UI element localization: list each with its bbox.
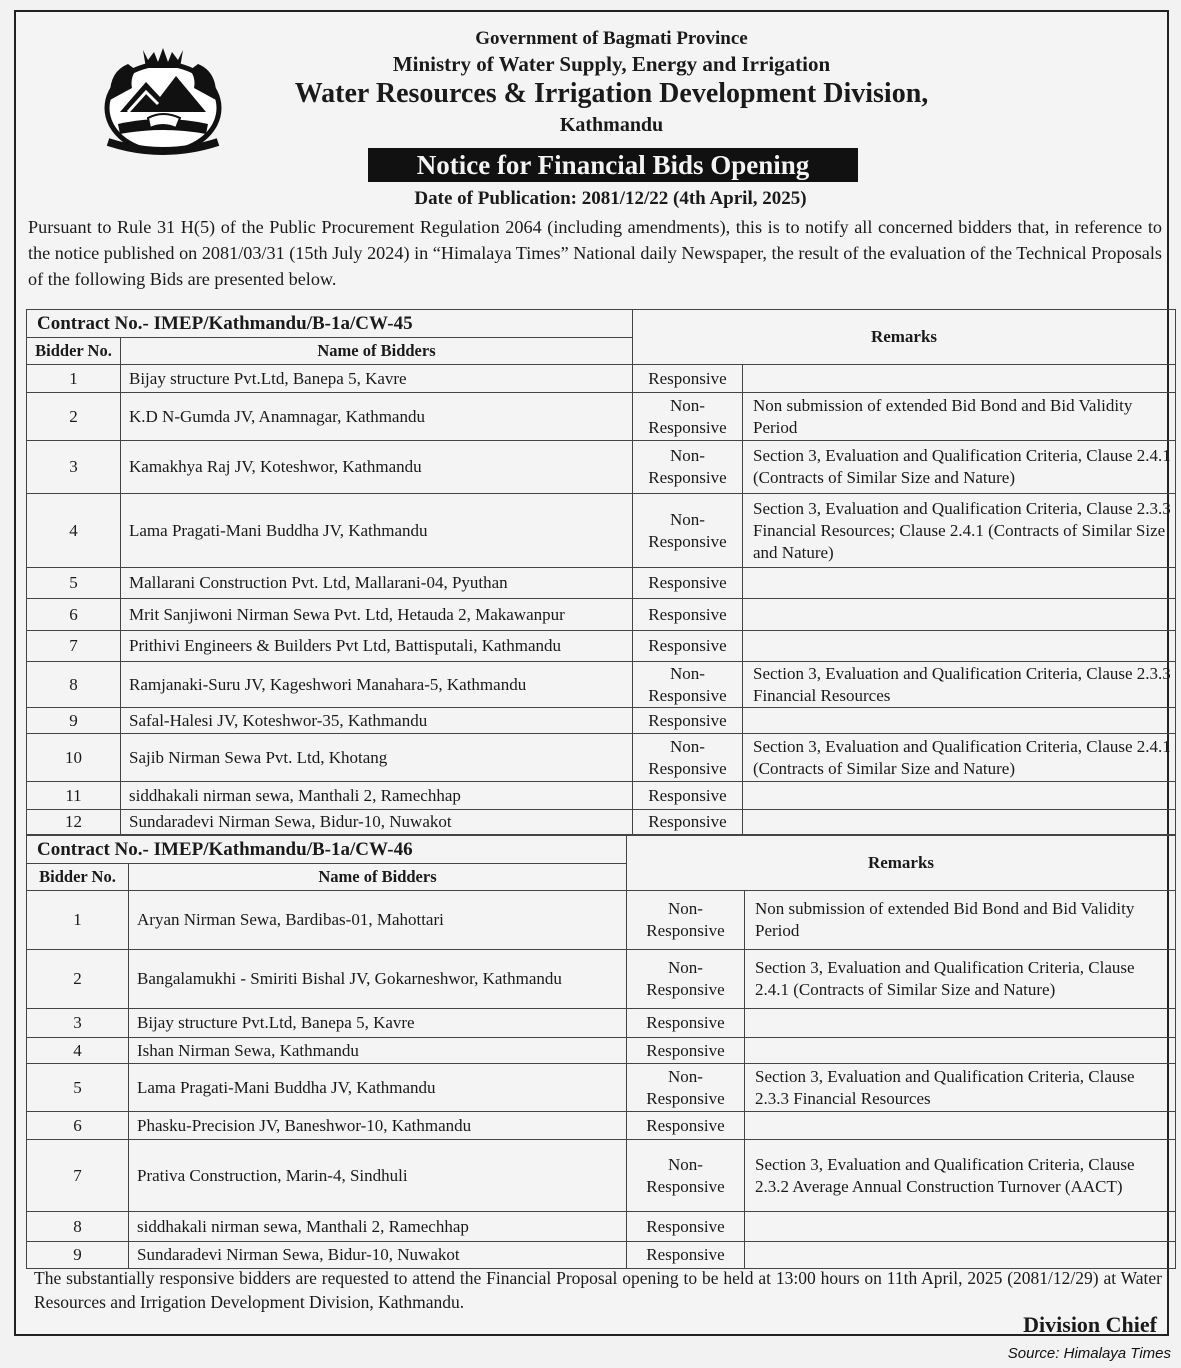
table-row [27,1140,1176,1212]
bid-status: Non-Responsive [633,441,743,494]
bidder-number: 9 [27,708,121,734]
table-row [27,734,1176,782]
table-row [27,631,1176,662]
bids-table-cw45 [26,309,1176,835]
bid-status: Responsive [633,708,743,734]
bid-remark [743,782,1176,810]
bidder-name: siddhakali nirman sewa, Manthali 2, Ramechhap [121,782,633,810]
bidder-number: 8 [27,1212,129,1242]
bidder-name: Mrit Sanjiwoni Nirman Sewa Pvt. Ltd, Hetauda 2, Makawanpur [121,599,633,631]
table-row [27,1064,1176,1112]
table-row [27,662,1176,708]
government-name: Government of Bagmati Province [475,28,748,49]
bidder-name: Lama Pragati-Mani Buddha JV, Kathmandu [121,494,633,568]
table-row [27,891,1176,950]
table-row [27,810,1176,835]
bids-table-cw46 [26,835,1176,1269]
bidder-number: 4 [27,1038,129,1064]
table-row [27,599,1176,631]
table-row [27,950,1176,1009]
table-row [27,1038,1176,1064]
bid-remark [745,1212,1176,1242]
bidder-number: 7 [27,631,121,662]
division-name: Water Resources & Irrigation Development Division, [294,78,929,109]
bid-status: Responsive [627,1112,745,1140]
bid-status: Non-Responsive [627,1140,745,1212]
bid-remark [743,568,1176,599]
bidder-number: 5 [27,1064,129,1112]
bid-status: Non-Responsive [633,393,743,441]
bidder-name: siddhakali nirman sewa, Manthali 2, Ramechhap [129,1212,627,1242]
signature-division-chief: Division Chief [1023,1312,1157,1337]
bidder-number: 8 [27,662,121,708]
bid-remark [743,365,1176,393]
bidder-name-header: Name of Bidders [121,338,633,365]
bidder-number: 9 [27,1242,129,1269]
bid-status: Responsive [627,1242,745,1269]
contract-number: Contract No.- IMEP/Kathmandu/B-1a/CW-45 [27,310,633,338]
bid-remark [743,631,1176,662]
bidder-name: Bangalamukhi - Smiriti Bishal JV, Gokarneshwor, Kathmandu [129,950,627,1009]
table-row [27,1242,1176,1269]
bidder-name: K.D N-Gumda JV, Anamnagar, Kathmandu [121,393,633,441]
table-row [27,782,1176,810]
bid-status: Responsive [633,365,743,393]
table-row [27,568,1176,599]
bid-remark: Section 3, Evaluation and Qualification Criteria, Clause 2.4.1 (Contracts of Similar Size and Nature) [745,950,1176,1009]
bid-status: Non-Responsive [633,494,743,568]
bidder-name: Lama Pragati-Mani Buddha JV, Kathmandu [129,1064,627,1112]
bid-remark: Section 3, Evaluation and Qualification Criteria, Clause 2.3.3 Financial Resources [745,1064,1176,1112]
bid-status: Non-Responsive [627,1064,745,1112]
bidder-name: Sajib Nirman Sewa Pvt. Ltd, Khotang [121,734,633,782]
table-row [27,393,1176,441]
bidder-number: 5 [27,568,121,599]
bid-remark: Section 3, Evaluation and Qualification Criteria, Clause 2.3.3 Financial Resources [743,662,1176,708]
bidder-number: 1 [27,365,121,393]
bid-status: Responsive [627,1212,745,1242]
table-row [27,708,1176,734]
bid-remark: Non submission of extended Bid Bond and Bid Validity Period [745,891,1176,950]
bidder-number: 2 [27,393,121,441]
table-row [27,1112,1176,1140]
bid-status: Responsive [627,1009,745,1038]
bid-remark [743,810,1176,835]
bidder-name: Aryan Nirman Sewa, Bardibas-01, Mahottari [129,891,627,950]
table-row [27,365,1176,393]
bid-remark: Section 3, Evaluation and Qualification Criteria, Clause 2.4.1 (Contracts of Similar Size and Nature) [743,441,1176,494]
bidder-number: 10 [27,734,121,782]
bidder-no-header: Bidder No. [27,864,129,891]
division-location: Kathmandu [559,114,664,136]
bid-status: Responsive [633,599,743,631]
table-row [27,1212,1176,1242]
bid-remark: Non submission of extended Bid Bond and Bid Validity Period [743,393,1176,441]
source-credit: Source: Himalaya Times [1007,1345,1171,1362]
bid-remark: Section 3, Evaluation and Qualification Criteria, Clause 2.3.2 Average Annual Construction Turnover (AACT) [745,1140,1176,1212]
bidder-number: 1 [27,891,129,950]
bid-status: Responsive [633,810,743,835]
bidder-name: Sundaradevi Nirman Sewa, Bidur-10, Nuwakot [121,810,633,835]
bidder-number: 2 [27,950,129,1009]
bidder-name: Prativa Construction, Marin-4, Sindhuli [129,1140,627,1212]
bid-status: Non-Responsive [633,662,743,708]
bidder-name: Kamakhya Raj JV, Koteshwor, Kathmandu [121,441,633,494]
bid-status: Non-Responsive [627,950,745,1009]
publication-date: Date of Publication: 2081/12/22 (4th April, 2025) [414,188,807,209]
bidder-number: 12 [27,810,121,835]
bid-remark [745,1242,1176,1269]
closing-paragraph: The substantially responsive bidders are requested to attend the Financial Proposal opening to be held at 13:00 hours on 11th April, 2025 (2081/12/29) at Water Resources and Irrigation Development Division, Kathmandu. [34,1268,1162,1312]
remarks-header: Remarks [627,836,1176,891]
bidder-name: Ramjanaki-Suru JV, Kageshwori Manahara-5, Kathmandu [121,662,633,708]
notice-title: Notice for Financial Bids Opening [368,148,858,182]
bidder-name: Safal-Halesi JV, Koteshwor-35, Kathmandu [121,708,633,734]
bidder-name: Ishan Nirman Sewa, Kathmandu [129,1038,627,1064]
bidder-name: Bijay structure Pvt.Ltd, Banepa 5, Kavre [129,1009,627,1038]
bidder-name: Mallarani Construction Pvt. Ltd, Mallarani-04, Pyuthan [121,568,633,599]
bidder-name: Bijay structure Pvt.Ltd, Banepa 5, Kavre [121,365,633,393]
bid-status: Non-Responsive [627,891,745,950]
bid-status: Responsive [633,631,743,662]
table-row [27,1009,1176,1038]
bidder-number: 6 [27,1112,129,1140]
bidder-number: 6 [27,599,121,631]
bid-remark [743,599,1176,631]
bid-status: Responsive [633,568,743,599]
notice-frame [14,10,1169,1336]
bidder-number: 3 [27,1009,129,1038]
bid-remark [743,708,1176,734]
bidder-number: 11 [27,782,121,810]
bid-remark: Section 3, Evaluation and Qualification Criteria, Clause 2.3.3 Financial Resources; Clause 2.4.1 (Contracts of Similar Size and Nature) [743,494,1176,568]
table-row [27,441,1176,494]
bid-remark: Section 3, Evaluation and Qualification Criteria, Clause 2.4.1 (Contracts of Similar Size and Nature) [743,734,1176,782]
bidder-name-header: Name of Bidders [129,864,627,891]
bidder-no-header: Bidder No. [27,338,121,365]
bid-remark [745,1112,1176,1140]
bid-status: Responsive [633,782,743,810]
bidder-number: 7 [27,1140,129,1212]
contract-number: Contract No.- IMEP/Kathmandu/B-1a/CW-46 [27,836,627,864]
table-row [27,494,1176,568]
bidder-number: 3 [27,441,121,494]
bid-remark [745,1038,1176,1064]
bidder-name: Sundaradevi Nirman Sewa, Bidur-10, Nuwakot [129,1242,627,1269]
bidder-name: Prithivi Engineers & Builders Pvt Ltd, Battisputali, Kathmandu [121,631,633,662]
intro-paragraph: Pursuant to Rule 31 H(5) of the Public Procurement Regulation 2064 (including amendments), this is to notify all concerned bidders that, in reference to the notice published on 2081/03/31 (15th July 2024) in “Himalaya Times” National daily Newspaper, the result of the evaluation of the Technical Proposals of the following Bids are presented below. [28,217,1162,289]
remarks-header: Remarks [633,310,1176,365]
bidder-number: 4 [27,494,121,568]
bid-status: Responsive [627,1038,745,1064]
bidder-name: Phasku-Precision JV, Baneshwor-10, Kathmandu [129,1112,627,1140]
bid-remark [745,1009,1176,1038]
bid-status: Non-Responsive [633,734,743,782]
ministry-name: Ministry of Water Supply, Energy and Irrigation [392,52,831,76]
